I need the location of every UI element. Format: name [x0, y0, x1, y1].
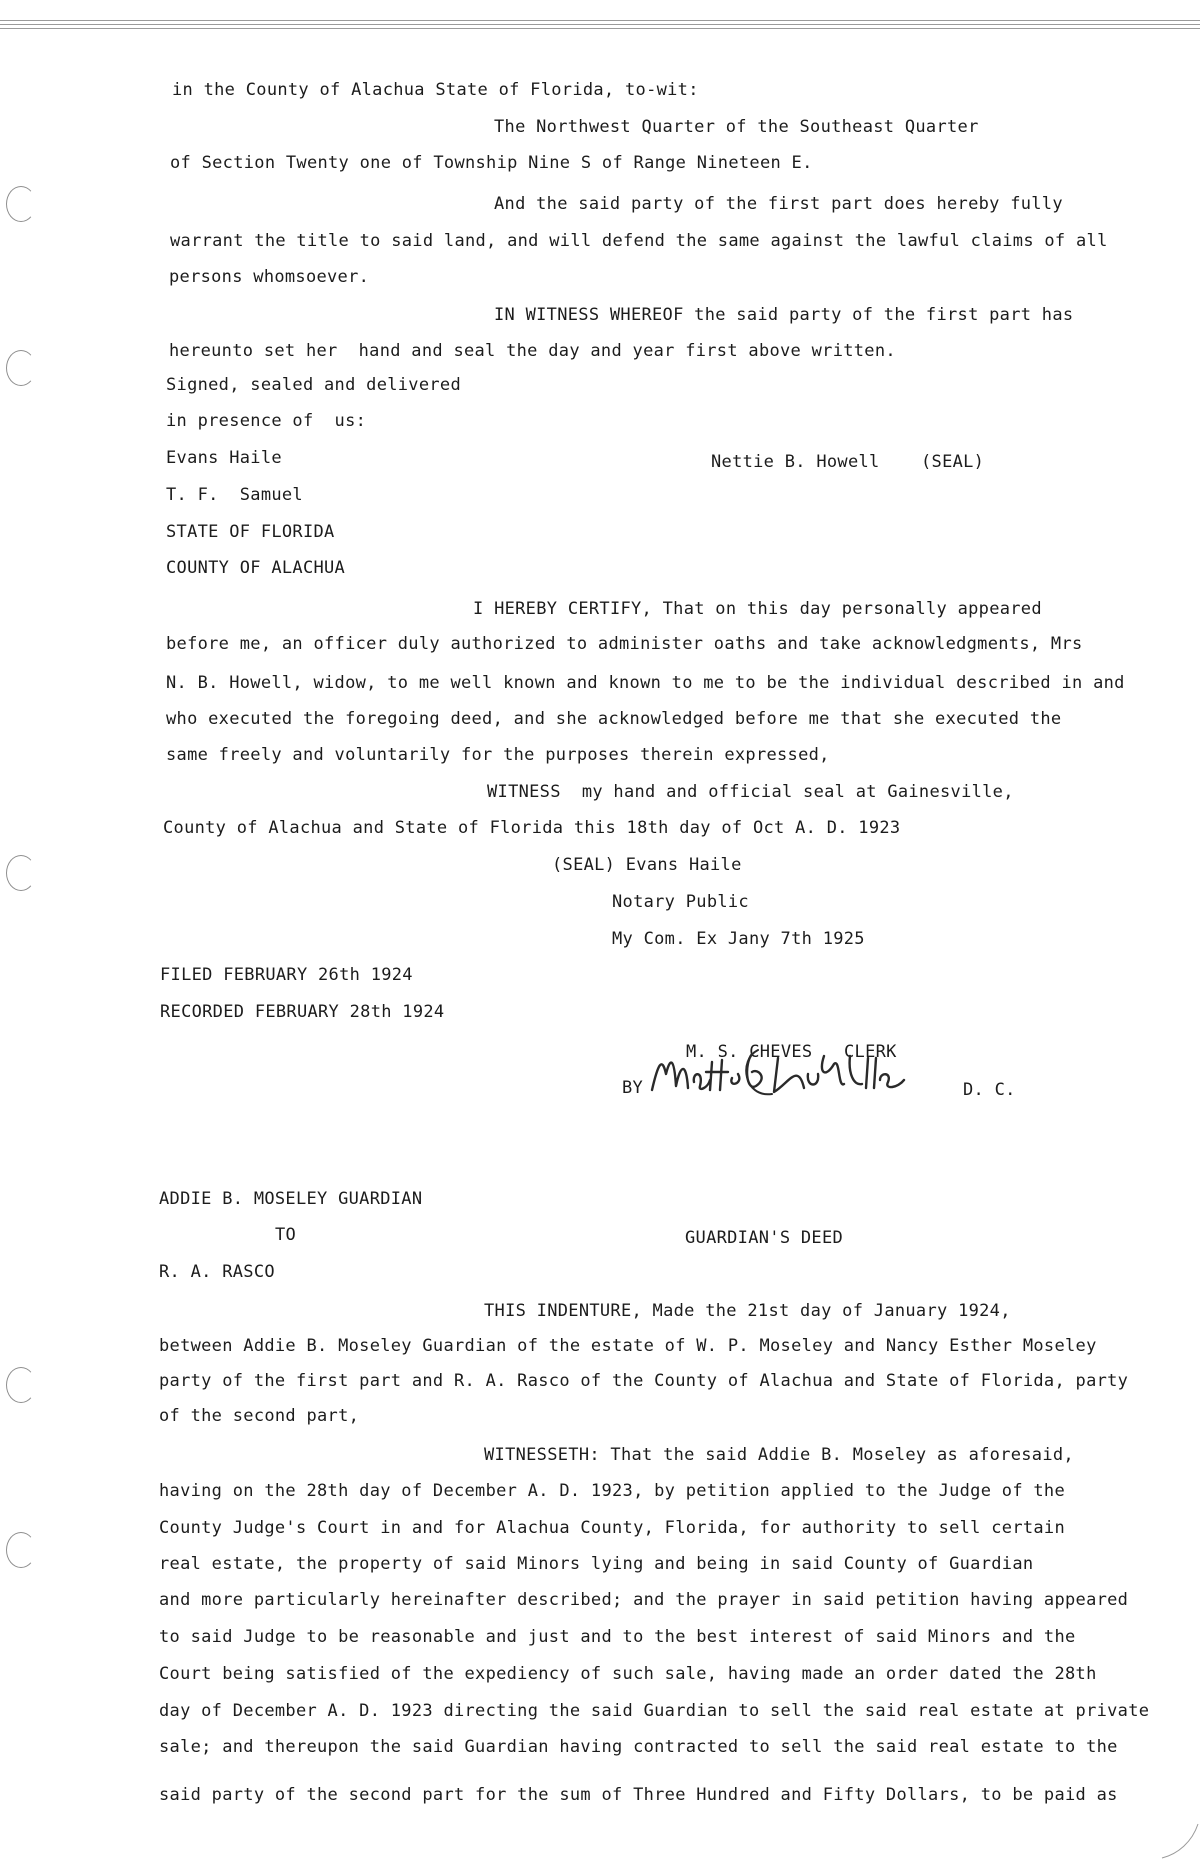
text-line: County Judge's Court in and for Alachua County, Florida, for authority to sell certain: [159, 1518, 1065, 1538]
text-line: said party of the second part for the sum of Three Hundred and Fifty Dollars, to be paid as: [159, 1785, 1118, 1805]
clerk-name: M. S. CHEVES CLERK: [686, 1042, 897, 1062]
text-line: WITNESSETH: That the said Addie B. Moseley as aforesaid,: [484, 1445, 1074, 1465]
notary-signature-line: (SEAL) Evans Haile: [552, 855, 742, 875]
text-line: Signed, sealed and delivered: [166, 375, 461, 395]
text-line: warrant the title to said land, and will defend the same against the lawful claims of all: [170, 231, 1108, 251]
text-line: in the County of Alachua State of Florida, to-wit:: [172, 80, 699, 100]
text-line: THIS INDENTURE, Made the 21st day of January 1924,: [484, 1301, 1011, 1321]
text-line: of Section Twenty one of Township Nine S of Range Nineteen E.: [170, 153, 813, 173]
text-line: to said Judge to be reasonable and just and to the best interest of said Minors and the: [159, 1627, 1076, 1647]
text-line: day of December A. D. 1923 directing the said Guardian to sell the said real estate at private: [159, 1701, 1150, 1721]
deed-title: GUARDIAN'S DEED: [685, 1228, 844, 1248]
text-line: and more particularly hereinafter described; and the prayer in said petition having appeared: [159, 1590, 1129, 1610]
text-line: party of the first part and R. A. Rasco of the County of Alachua and State of Florida, party: [159, 1371, 1129, 1391]
text-line: same freely and voluntarily for the purposes therein expressed,: [166, 745, 830, 765]
punch-hole: [6, 1367, 36, 1403]
recorded-date: RECORDED FEBRUARY 28th 1924: [160, 1002, 445, 1022]
commission-expiry: My Com. Ex Jany 7th 1925: [612, 929, 865, 949]
text-line: having on the 28th day of December A. D. 1923, by petition applied to the Judge of the: [159, 1481, 1065, 1501]
deputy-clerk-label: D. C.: [963, 1080, 1016, 1100]
text-line: N. B. Howell, widow, to me well known and known to me to be the individual described in and: [166, 673, 1125, 693]
handwritten-signature: [648, 1044, 910, 1102]
punch-hole: [6, 186, 36, 222]
text-line: County of Alachua and State of Florida this 18th day of Oct A. D. 1923: [163, 818, 901, 838]
punch-hole: [6, 350, 36, 386]
text-line: WITNESS my hand and official seal at Gainesville,: [487, 782, 1014, 802]
to-label: TO: [275, 1225, 297, 1245]
seal-mark: (SEAL): [921, 452, 985, 472]
top-rule-line: [0, 28, 1200, 29]
text-line: IN WITNESS WHEREOF the said party of the first part has: [494, 305, 1074, 325]
punch-hole: [6, 855, 36, 891]
text-line: Court being satisfied of the expediency of such sale, having made an order dated the 28th: [159, 1664, 1097, 1684]
text-line: And the said party of the first part does hereby fully: [494, 194, 1063, 214]
grantee-heading: R. A. RASCO: [159, 1262, 275, 1282]
grantor-heading: ADDIE B. MOSELEY GUARDIAN: [159, 1189, 423, 1209]
text-line: hereunto set her hand and seal the day and year first above written.: [169, 341, 896, 361]
top-rule-line: [0, 20, 1200, 21]
text-line: I HEREBY CERTIFY, That on this day personally appeared: [473, 599, 1042, 619]
county-heading: COUNTY OF ALACHUA: [166, 558, 346, 578]
state-heading: STATE OF FLORIDA: [166, 522, 335, 542]
text-line: between Addie B. Moseley Guardian of the estate of W. P. Moseley and Nancy Esther Moseley: [159, 1336, 1097, 1356]
signer-name: Nettie B. Howell: [711, 452, 880, 472]
text-line: of the second part,: [159, 1406, 360, 1426]
top-rule-line: [0, 24, 1200, 25]
text-line: before me, an officer duly authorized to administer oaths and take acknowledgments, Mrs: [166, 634, 1083, 654]
by-label: BY: [622, 1078, 644, 1098]
page-curl-mark: [1160, 1820, 1200, 1860]
text-line: The Northwest Quarter of the Southeast Quarter: [494, 117, 979, 137]
filed-date: FILED FEBRUARY 26th 1924: [160, 965, 413, 985]
text-line: sale; and thereupon the said Guardian having contracted to sell the said real estate to the: [159, 1737, 1118, 1757]
witness-name: T. F. Samuel: [166, 485, 303, 505]
text-line: persons whomsoever.: [169, 267, 370, 287]
text-line: who executed the foregoing deed, and she acknowledged before me that she executed the: [166, 709, 1062, 729]
witness-name: Evans Haile: [166, 448, 282, 468]
text-line: in presence of us:: [166, 411, 367, 431]
text-line: real estate, the property of said Minors lying and being in said County of Guardian: [159, 1554, 1034, 1574]
notary-title: Notary Public: [612, 892, 749, 912]
punch-hole: [6, 1532, 36, 1568]
